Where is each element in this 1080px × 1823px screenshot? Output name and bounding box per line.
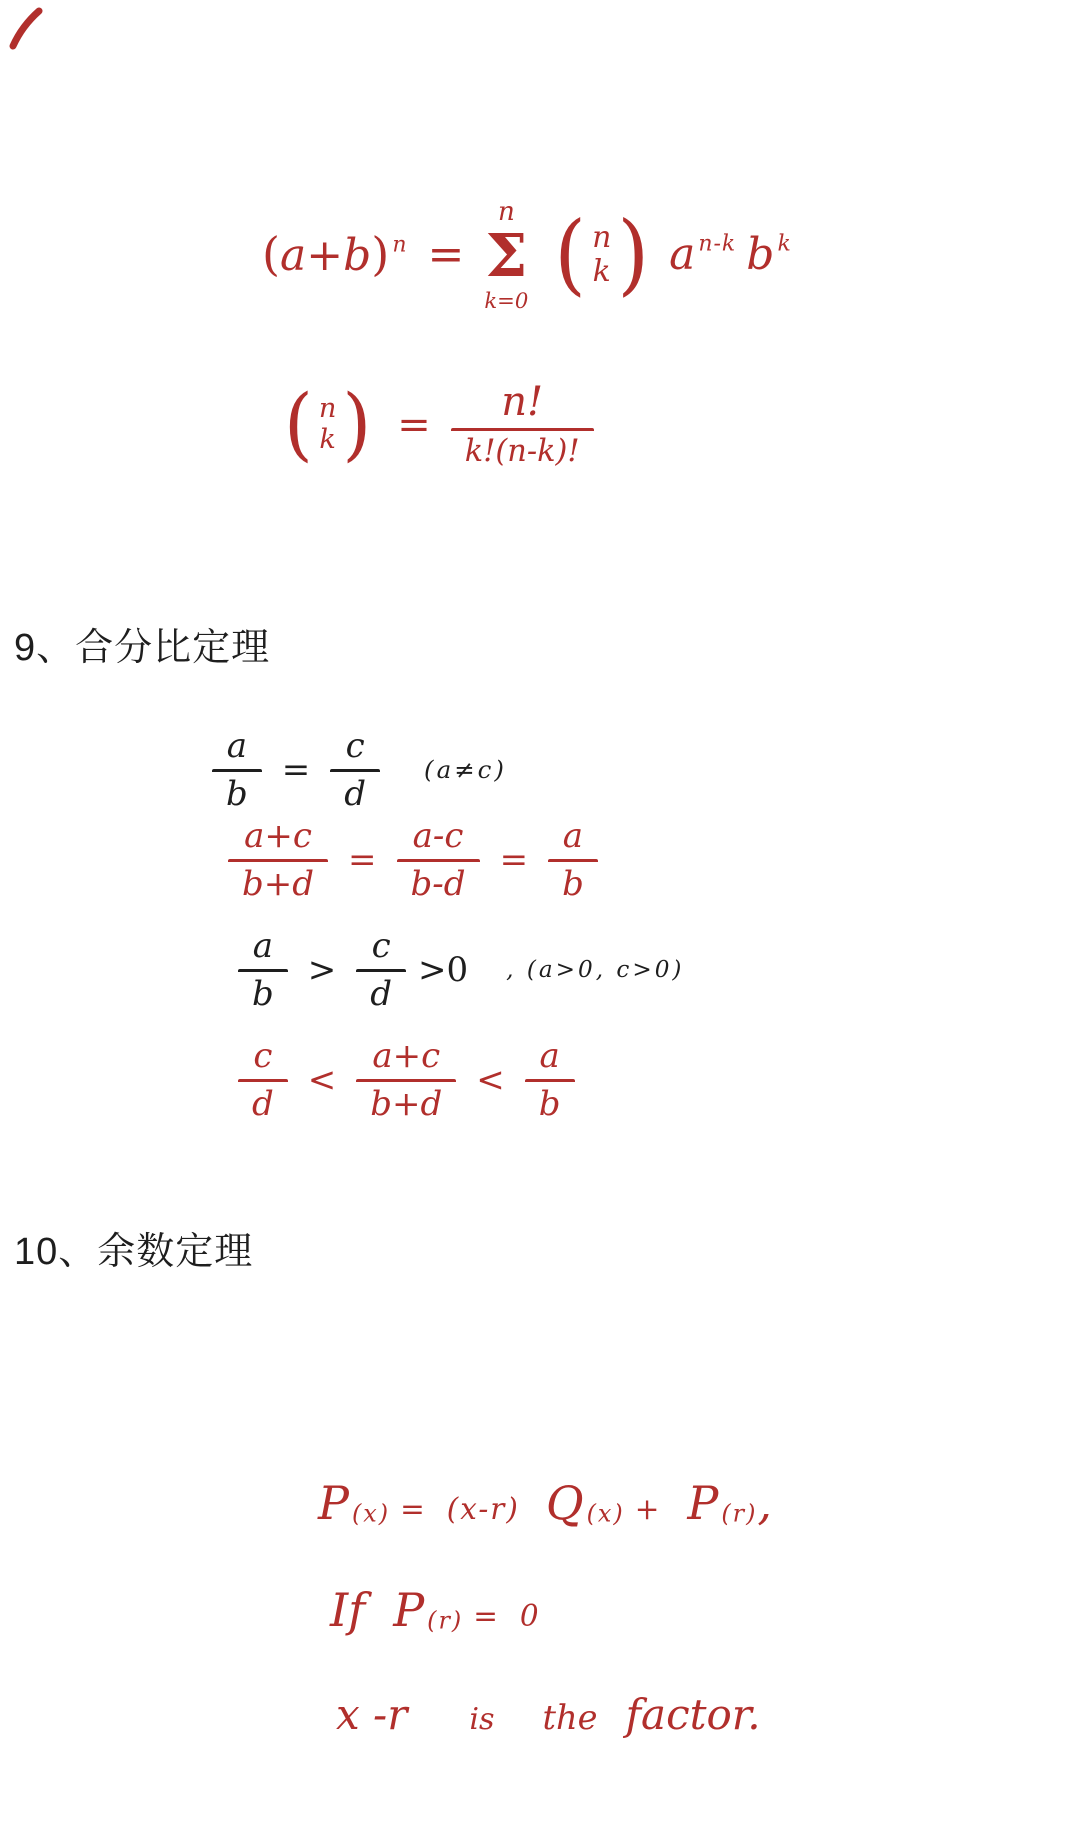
variable-b: b xyxy=(746,228,775,280)
binom-bottom: k xyxy=(319,424,336,456)
fraction-a-minus-c xyxy=(397,818,480,904)
ratio-equality-formula xyxy=(212,728,507,814)
close-paren: ) xyxy=(617,203,650,306)
fraction-a-b xyxy=(212,728,262,814)
numerator: c xyxy=(345,726,365,766)
denominator: b+d xyxy=(228,859,328,903)
sigma-symbol: Σ xyxy=(485,220,528,291)
numerator: a xyxy=(539,1036,560,1076)
binomial-coefficient xyxy=(554,203,650,306)
denominator: b xyxy=(548,859,598,903)
exponent-k: k xyxy=(777,231,792,257)
denominator: d xyxy=(238,1079,288,1123)
variable-a: a xyxy=(669,228,696,280)
open-paren: ( xyxy=(262,227,281,282)
equals-sign: = xyxy=(348,840,377,881)
n-choose-k-stack xyxy=(586,221,617,290)
binomial-coefficient-definition xyxy=(278,372,594,477)
binomial-theorem-formula xyxy=(262,190,792,320)
denominator: b+d xyxy=(356,1079,456,1123)
denominator: b xyxy=(238,969,288,1013)
less-than-sign: < xyxy=(307,1060,337,1101)
exponent-n: n xyxy=(392,232,408,258)
factor-statement xyxy=(336,1690,761,1739)
close-paren: ) xyxy=(371,227,390,282)
numerator: a-c xyxy=(412,816,464,856)
factorial-fraction xyxy=(451,380,594,468)
exponent-n-minus-k: n-k xyxy=(698,231,737,257)
fraction-a-b xyxy=(238,928,288,1014)
zero: 0 xyxy=(519,1599,541,1633)
P-symbol: P xyxy=(318,1476,349,1530)
equals-sign: = xyxy=(427,228,465,280)
denominator: b xyxy=(212,769,262,813)
binom-bottom: k xyxy=(592,253,611,289)
fraction-c-d xyxy=(238,1038,288,1124)
remainder-theorem-equation xyxy=(318,1476,772,1530)
denominator: d xyxy=(356,969,406,1013)
binomial-lhs xyxy=(262,229,408,280)
denominator: b xyxy=(525,1079,575,1123)
word-the: the xyxy=(542,1698,598,1737)
denominator: k!(n-k)! xyxy=(451,428,594,468)
fraction-c-d xyxy=(330,728,380,814)
numerator: c xyxy=(371,926,391,966)
greater-than-zero: >0 xyxy=(418,950,469,991)
open-paren: ( xyxy=(554,203,587,306)
mediant-inequality-formula xyxy=(238,1038,575,1124)
ratio-inequality-formula xyxy=(238,928,684,1014)
n-choose-k-stack xyxy=(313,393,343,456)
of-x: (x) xyxy=(586,1499,625,1528)
remainder-zero-condition xyxy=(330,1583,551,1637)
x-minus-r-paren: (x-r) xyxy=(446,1492,520,1526)
componendo-dividendo-formula xyxy=(228,818,598,904)
fraction-a-b xyxy=(548,818,598,904)
numerator: n! xyxy=(501,379,544,426)
binom-top: n xyxy=(592,219,612,255)
binomial-base: a+b xyxy=(280,230,372,282)
of-r: (r) xyxy=(721,1499,758,1528)
binomial-coefficient xyxy=(284,377,372,471)
close-paren: ) xyxy=(342,377,372,471)
greater-than-sign: > xyxy=(307,950,337,991)
word-is: is xyxy=(469,1702,495,1737)
fraction-a-b xyxy=(525,1038,575,1124)
equals-sign: = xyxy=(281,750,311,791)
word-factor: factor. xyxy=(625,1690,761,1739)
numerator: a xyxy=(252,926,274,966)
fraction-a-plus-c xyxy=(228,818,328,904)
term-b xyxy=(746,228,792,280)
summation xyxy=(484,195,529,314)
denominator: d xyxy=(330,769,380,813)
red-pen-stroke xyxy=(0,0,60,60)
plus-sign: + xyxy=(634,1492,662,1526)
summation-upper-limit: n xyxy=(497,195,515,227)
denominator: b-d xyxy=(397,859,480,903)
numerator: a+c xyxy=(372,1036,441,1076)
x-minus-r: x -r xyxy=(336,1690,408,1739)
condition-text: (a≠c) xyxy=(424,755,507,785)
equals-sign: = xyxy=(397,401,431,448)
term-a xyxy=(669,228,737,280)
fraction-a-plus-c xyxy=(356,1038,456,1124)
section-9-heading: 9、合分比定理 xyxy=(14,627,271,669)
of-r: (r) xyxy=(427,1606,464,1635)
equals-sign: = xyxy=(499,840,529,881)
word-if: If xyxy=(330,1583,366,1637)
numerator: a xyxy=(562,816,584,856)
P-symbol: P xyxy=(393,1583,425,1637)
section-10-heading: 10、余数定理 xyxy=(14,1231,254,1273)
binom-top: n xyxy=(318,393,337,425)
of-x: (x) xyxy=(351,1499,391,1528)
P-symbol: P xyxy=(687,1476,719,1530)
numerator: a+c xyxy=(244,816,312,856)
fraction-c-d xyxy=(356,928,406,1014)
numerator: c xyxy=(253,1036,273,1076)
open-paren: ( xyxy=(284,377,313,471)
comma: , xyxy=(757,1476,773,1530)
condition-text: , (a>0, c>0) xyxy=(506,957,685,984)
Q-symbol: Q xyxy=(545,1476,584,1530)
less-than-sign: < xyxy=(476,1060,505,1101)
equals-sign: = xyxy=(473,1599,500,1633)
equals-sign: = xyxy=(400,1492,427,1526)
summation-lower-limit: k=0 xyxy=(484,288,529,314)
numerator: a xyxy=(226,726,248,766)
